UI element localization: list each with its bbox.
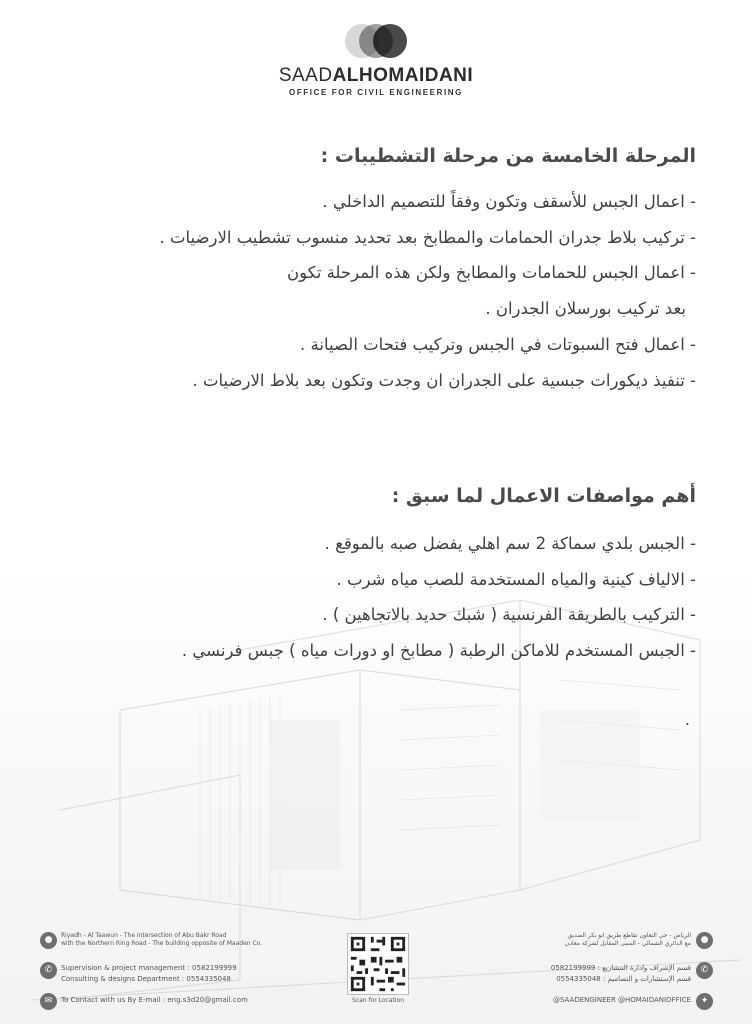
footer-phone-consulting: Consulting & designs Department : 0554335048	[61, 975, 231, 983]
company-logo	[0, 24, 752, 97]
list-item: - الجبس بلدي سماكة 2 سم اهلي يفضل صبه بالموقع .	[324, 533, 696, 553]
footer-phone-ar-supervision: 0582199999 : قسم الإشراف وادارة المشاريع	[550, 964, 691, 972]
footer-address-ar-line1: الرياض - حي التعاون تقاطع طريق ابو بكر الصديق	[567, 932, 691, 939]
footer-phone-ar-consulting: 0554335048 : قسم الإستشارات و التصاميم	[556, 975, 691, 983]
location-pin-icon: ●	[40, 932, 57, 949]
list-item: - اعمال الجبس للحمامات والمطابخ ولكن هذه المرحلة تكون	[287, 263, 696, 283]
list-item: - اعمال فتح السبوتات في الجبس وتركيب فتحات الصيانة .	[300, 334, 696, 354]
section-heading: المرحلة الخامسة من مرحلة التشطيبات :	[320, 145, 696, 167]
footer-phone-supervision: Supervision & project management : 0582199999	[61, 964, 237, 972]
finishing-stage-section	[36, 145, 696, 407]
footer-social-handles[interactable]: @SAADENGINEER @HOMAIDANIOFFICE	[552, 996, 691, 1004]
section-heading: أهم مواصفات الاعمال لما سبق :	[391, 485, 696, 507]
logo-subtitle: OFFICE FOR CIVIL ENGINEERING	[289, 88, 463, 97]
footer-address-line2: with the Northern Ring Road - The building opposite of Maaden Co.	[61, 940, 263, 947]
list-item: - اعمال الجبس للأسقف وتكون وفقاً للتصميم الداخلي .	[322, 191, 696, 211]
location-pin-icon-right: ●	[696, 932, 713, 949]
logo-name-part1: SAAD	[278, 65, 333, 86]
list-item: - تركيب بلاط جدران الحمامات والمطابخ بعد تحديد منسوب تشطيب الارضيات .	[159, 227, 696, 247]
logo-circles-icon	[345, 24, 407, 58]
list-item: - الالياف كينية والمياه المستخدمة للصب مياه شرب .	[336, 569, 696, 589]
logo-name-part2: ALHOMAIDANI	[332, 65, 474, 86]
list-item-continuation: بعد تركيب بورسلان الجدران .	[485, 299, 686, 319]
list-item: - الجبس المستخدم للاماكن الرطبة ( مطابخ او دورات مياه ) جبس فرنسي .	[181, 641, 696, 661]
twitter-icon: ✦	[696, 993, 713, 1010]
logo-circle-dark	[373, 24, 407, 58]
specifications-section	[36, 485, 696, 677]
phone-icon-right: ✆	[696, 962, 713, 979]
footer-address-line1: Riyadh - Al Taawun - The intersection of Abu Bakr Road	[61, 932, 227, 939]
qr-pattern	[348, 934, 408, 994]
footer-email: To Contact with us By E-mail : eng.s3d20@gmail.com	[61, 996, 248, 1004]
list-item: - تنفيذ ديكورات جبسية على الجدران ان وجدت وتكون بعد بلاط الارضيات .	[192, 370, 696, 390]
qr-code-image[interactable]	[347, 933, 409, 995]
location-qr-code[interactable]	[347, 933, 409, 1007]
email-icon: ✉	[40, 993, 57, 1010]
qr-caption: Scan for Location	[351, 997, 405, 1004]
phone-icon: ✆	[40, 962, 57, 979]
logo-name	[0, 66, 752, 85]
footer-address-ar-line2: مع الدائري الشمالي - المبنى المقابل لشركة معادن	[564, 940, 691, 947]
trailing-dot: .	[684, 710, 690, 729]
list-item: - التركيب بالطريقة الفرنسية ( شبك حديد بالاتجاهين ) .	[322, 605, 696, 625]
